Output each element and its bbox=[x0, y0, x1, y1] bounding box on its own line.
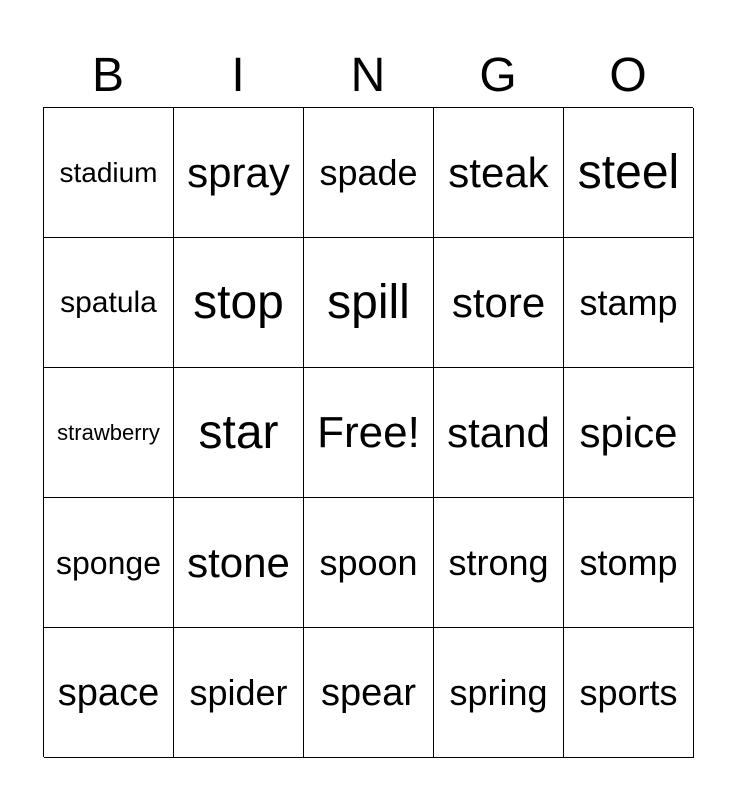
bingo-cell[interactable]: spatula bbox=[44, 238, 174, 368]
bingo-cell[interactable]: spear bbox=[304, 628, 434, 758]
bingo-cell[interactable]: stone bbox=[174, 498, 304, 628]
bingo-cell[interactable]: spill bbox=[304, 238, 434, 368]
bingo-cell[interactable]: spade bbox=[304, 108, 434, 238]
bingo-cell[interactable]: stamp bbox=[564, 238, 694, 368]
bingo-cell[interactable]: spray bbox=[174, 108, 304, 238]
bingo-cell[interactable]: stop bbox=[174, 238, 304, 368]
bingo-cell[interactable]: stadium bbox=[44, 108, 174, 238]
bingo-cell[interactable]: stomp bbox=[564, 498, 694, 628]
header-letter-i: I bbox=[231, 49, 245, 102]
bingo-cell[interactable]: steak bbox=[434, 108, 564, 238]
bingo-cell[interactable]: spice bbox=[564, 368, 694, 498]
header-letter-b: B bbox=[91, 49, 124, 102]
bingo-cell[interactable]: spring bbox=[434, 628, 564, 758]
bingo-cell[interactable]: stand bbox=[434, 368, 564, 498]
bingo-cell[interactable]: store bbox=[434, 238, 564, 368]
bingo-cell[interactable]: strong bbox=[434, 498, 564, 628]
free-space-cell[interactable]: Free! bbox=[304, 368, 434, 498]
header-letter-o: O bbox=[609, 49, 647, 102]
bingo-cell[interactable]: steel bbox=[564, 108, 694, 238]
bingo-cell[interactable]: sports bbox=[564, 628, 694, 758]
header-letter-n: N bbox=[350, 49, 386, 102]
bingo-board bbox=[43, 107, 693, 757]
header-letter-g: G bbox=[479, 49, 517, 102]
bingo-header bbox=[43, 44, 693, 108]
bingo-cell[interactable]: spider bbox=[174, 628, 304, 758]
bingo-cell[interactable]: star bbox=[174, 368, 304, 498]
bingo-cell[interactable]: space bbox=[44, 628, 174, 758]
bingo-cell[interactable]: sponge bbox=[44, 498, 174, 628]
bingo-cell[interactable]: spoon bbox=[304, 498, 434, 628]
bingo-cell[interactable]: strawberry bbox=[44, 368, 174, 498]
